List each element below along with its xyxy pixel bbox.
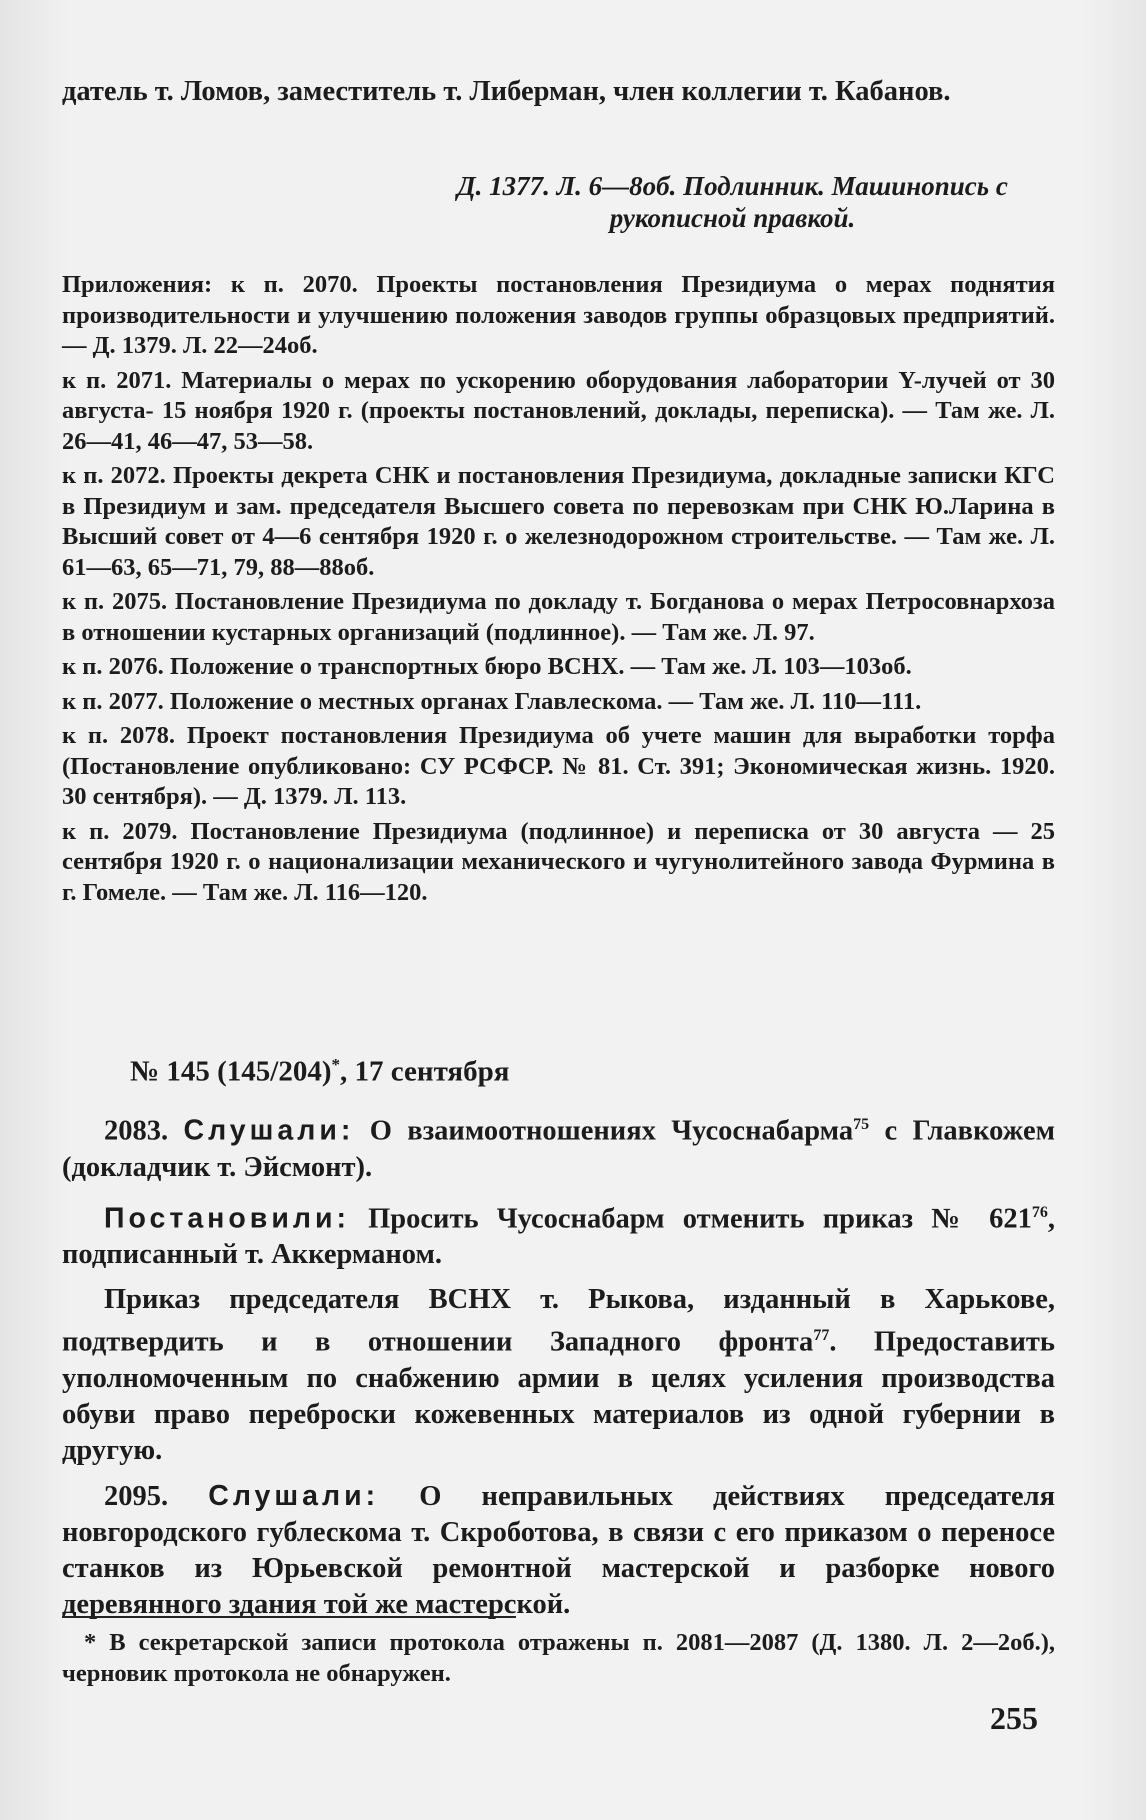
footnote — [62, 1628, 1055, 1689]
item-2083-text-a: О взаимоотношениях Чусоснабарма — [369, 1115, 854, 1147]
footnote-ref-77: 77 — [813, 1327, 830, 1344]
footnote-text: В секретарской записи протокола отражены п. 2081—2087 (Д. 1380. Л. 2—2об.), черновик протокола не обнаружен. — [62, 1629, 1055, 1687]
decisions-section — [62, 1107, 1055, 1623]
item-2083 — [62, 1107, 1055, 1186]
item-2095-number: 2095. — [104, 1480, 169, 1512]
appendix-item-2079: к п. 2079. Постановление Президиума (подлинное) и переписка от 30 августа — 25 сентября 1920 г. о национализации механического и чугунолитейного завода Фурмина в г. Гомеле. — Там же. Л. 116—120. — [62, 817, 1055, 906]
footnote-divider — [62, 1616, 516, 1618]
appendix-list — [62, 270, 1055, 912]
footnote-ref-76: 76 — [1031, 1203, 1048, 1221]
appendix-item-2075: к п. 2075. Постановление Президиума по докладу т. Богданова о мерах Петросовнархоза в отношении кустарных организаций (подлинное). — Там же. Л. 97. — [62, 588, 1055, 646]
order-text-a: Приказ председателя ВСНХ т. Рыкова, изданный в Харькове, подтвердить и в отношении Западного фронта — [62, 1284, 1055, 1358]
session-heading — [130, 1047, 1123, 1090]
appendix-item-2071: к п. 2071. Материалы о мерах по ускорению оборудования лаборатории Y-лучей от 30 августа- 15 ноября 1920 г. (проекты постановлений, доклады, переписка). — Там же. Л. 26—41, 46—47, 53—58. — [62, 366, 1055, 455]
item-2095-text: О неправильных действиях председателя новгородского гублескома т. Скроботова, в связи с его приказом о переносе станков из Юрьевской ремонтной мастерской и разборке нового деревянного здания той же мастерской. — [62, 1480, 1056, 1620]
archive-reference-line-2: рукописной правкой. — [609, 203, 856, 233]
archive-reference-line-1: Д. 1377. Л. 6—8об. Подлинник. Машинопись с — [457, 171, 1008, 201]
decided-label: Постановили: — [104, 1202, 350, 1234]
decision-2083-text-b: , подписанный т. Аккерманом. — [62, 1203, 1056, 1270]
heard-label-2095: Слушали: — [208, 1479, 380, 1512]
archive-reference — [410, 170, 1055, 234]
order-paragraph — [62, 1282, 1055, 1469]
decision-2083-text-a: Просить Чусоснабарм отменить приказ № 621 — [368, 1203, 1032, 1234]
appendix-item-2078: к п. 2078. Проект постановления Президиума об учете машин для выработки торфа (Постановление опубликовано: СУ РСФСР. № 81. Ст. 391; Экономическая жизнь. 1920. 30 сентября). — Д. 1379. Л. 113. — [62, 722, 1055, 810]
item-2083-number: 2083. — [104, 1115, 169, 1147]
decision-2083 — [62, 1195, 1055, 1274]
footnote-mark: * — [84, 1629, 97, 1656]
page-number: 255 — [990, 1700, 1038, 1736]
session-number: № 145 (145/204) — [130, 1055, 332, 1088]
session-date: , 17 сентября — [340, 1055, 510, 1088]
item-2083-text-b: с Главкожем (докладчик т. Эйсмонт). — [62, 1115, 1056, 1183]
item-2095 — [62, 1478, 1055, 1623]
appendix-item-2072: к п. 2072. Проекты декрета СНК и постановления Президиума, докладные записки КГС в Президиум и зам. председателя Высшего совета по перевозкам при СНК Ю.Ларина в Высший совет от 4—6 сентября 1920 г. о железнодорожном строительстве. — Там же. Л. 61—63, 65—71, 79, 88—88об. — [62, 462, 1055, 581]
appendix-item-2077: к п. 2077. Положение о местных органах Главлескома. — Там же. Л. 110—111. — [62, 687, 922, 715]
order-text-b: . Предоставить уполномоченным по снабжению армии в целях усиления производства обуви право переброски кожевенных материалов из одной губернии в другую. — [62, 1326, 1055, 1466]
appendix-item-2070: Приложения: к п. 2070. Проекты постановления Президиума о мерах поднятия производительности и улучшению положения заводов группы образцовых предприятий. — Д. 1379. Л. 22—24об. — [62, 271, 1055, 359]
continuation-paragraph: датель т. Ломов, заместитель т. Либерман, член коллегии т. Кабанов. — [62, 76, 951, 107]
appendix-item-2076: к п. 2076. Положение о транспортных бюро ВСНХ. — Там же. Л. 103—103об. — [62, 653, 912, 680]
footnote-ref-75: 75 — [853, 1116, 870, 1133]
session-footnote-mark: * — [331, 1055, 341, 1074]
heard-label: Слушали: — [183, 1114, 355, 1147]
